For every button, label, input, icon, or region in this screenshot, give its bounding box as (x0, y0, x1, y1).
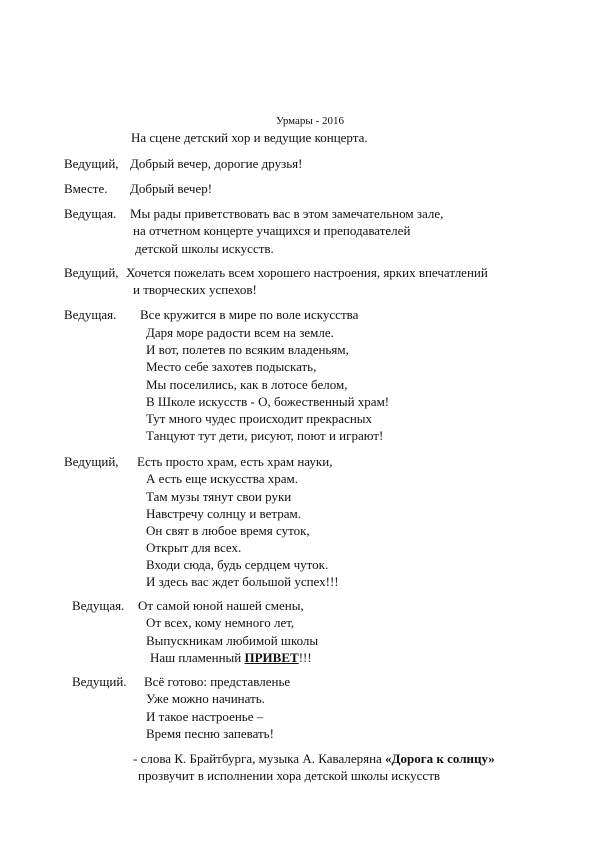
dialogue-line: и творческих успехов! (133, 282, 257, 297)
poem-line: И такое настроенье – (146, 709, 264, 724)
dialogue-line: Мы рады приветствовать вас в этом замечательном зале, (130, 206, 444, 221)
stage-direction: На сцене детский хор и ведущие концерта. (131, 130, 368, 145)
poem-line: Тут много чудес происходит прекрасных (146, 411, 373, 426)
dialogue-line: на отчетном концерте учащихся и преподавателей (133, 223, 411, 238)
poem-line: Даря море радости всем на земле. (146, 325, 334, 340)
poem-line: Мы поселились, как в лотосе белом, (146, 377, 348, 392)
speaker-label: Ведущая. (72, 598, 125, 613)
speaker-label: Ведущая. (64, 307, 117, 322)
poem-line: Место себе захотев подыскать, (146, 359, 317, 374)
poem-line: Он свят в любое время суток, (146, 523, 310, 538)
poem-line: Открыт для всех. (146, 540, 242, 555)
greeting-highlight: ПРИВЕТ (244, 650, 299, 665)
dialogue-line: детской школы искусств. (135, 241, 274, 256)
dialogue-line: Хочется пожелать всем хорошего настроения, ярких впечатлений (126, 265, 488, 280)
greeting-suffix: !!! (298, 650, 312, 665)
poem-line: Все кружится в мире по воле искусства (140, 307, 359, 322)
dialogue-line: Добрый вечер, дорогие друзья! (130, 156, 303, 171)
poem-line: В Школе искусств - О, божественный храм! (146, 394, 390, 409)
poem-line: Там музы тянут свои руки (146, 489, 292, 504)
poem-line: Танцуют тут дети, рисуют, поют и играют! (146, 428, 384, 443)
speaker-label: Ведущая. (64, 206, 117, 221)
song-announcement (133, 750, 495, 768)
poem-line: От всех, кому немного лет, (146, 615, 295, 630)
song-title: «Дорога к солнцу» (385, 751, 495, 766)
greeting-prefix: Наш пламенный (150, 650, 245, 665)
poem-line: Всё готово: представленье (144, 674, 291, 689)
poem-line: Выпускникам любимой школы (146, 633, 319, 648)
speaker-label: Ведущий, (64, 156, 119, 171)
poem-line: От самой юной нашей смены, (138, 598, 304, 613)
place-year: Урмары - 2016 (276, 115, 344, 127)
poem-line: Уже можно начинать. (146, 691, 265, 706)
dialogue-line: Добрый вечер! (130, 181, 213, 196)
speaker-label: Ведущий. (72, 674, 127, 689)
poem-line: Есть просто храм, есть храм науки, (137, 454, 333, 469)
greeting-line (150, 649, 312, 667)
speaker-label: Ведущий, (64, 454, 119, 469)
announcement-line: прозвучит в исполнении хора детской школы искусств (138, 768, 441, 783)
poem-line: И вот, полетев по всяким владеньям, (146, 342, 349, 357)
speaker-label: Ведущий, (64, 265, 119, 280)
poem-line: А есть еще искусства храм. (146, 471, 298, 486)
poem-line: Время песню запевать! (146, 726, 274, 741)
poem-line: Входи сюда, будь сердцем чуток. (146, 557, 329, 572)
speaker-label: Вместе. (64, 181, 108, 196)
poem-line: Навстречу солнцу и ветрам. (146, 506, 301, 521)
poem-line: И здесь вас ждет большой успех!!! (146, 574, 339, 589)
announcement-credits: - слова К. Брайтбурга, музыка А. Кавалеряна (133, 751, 386, 766)
